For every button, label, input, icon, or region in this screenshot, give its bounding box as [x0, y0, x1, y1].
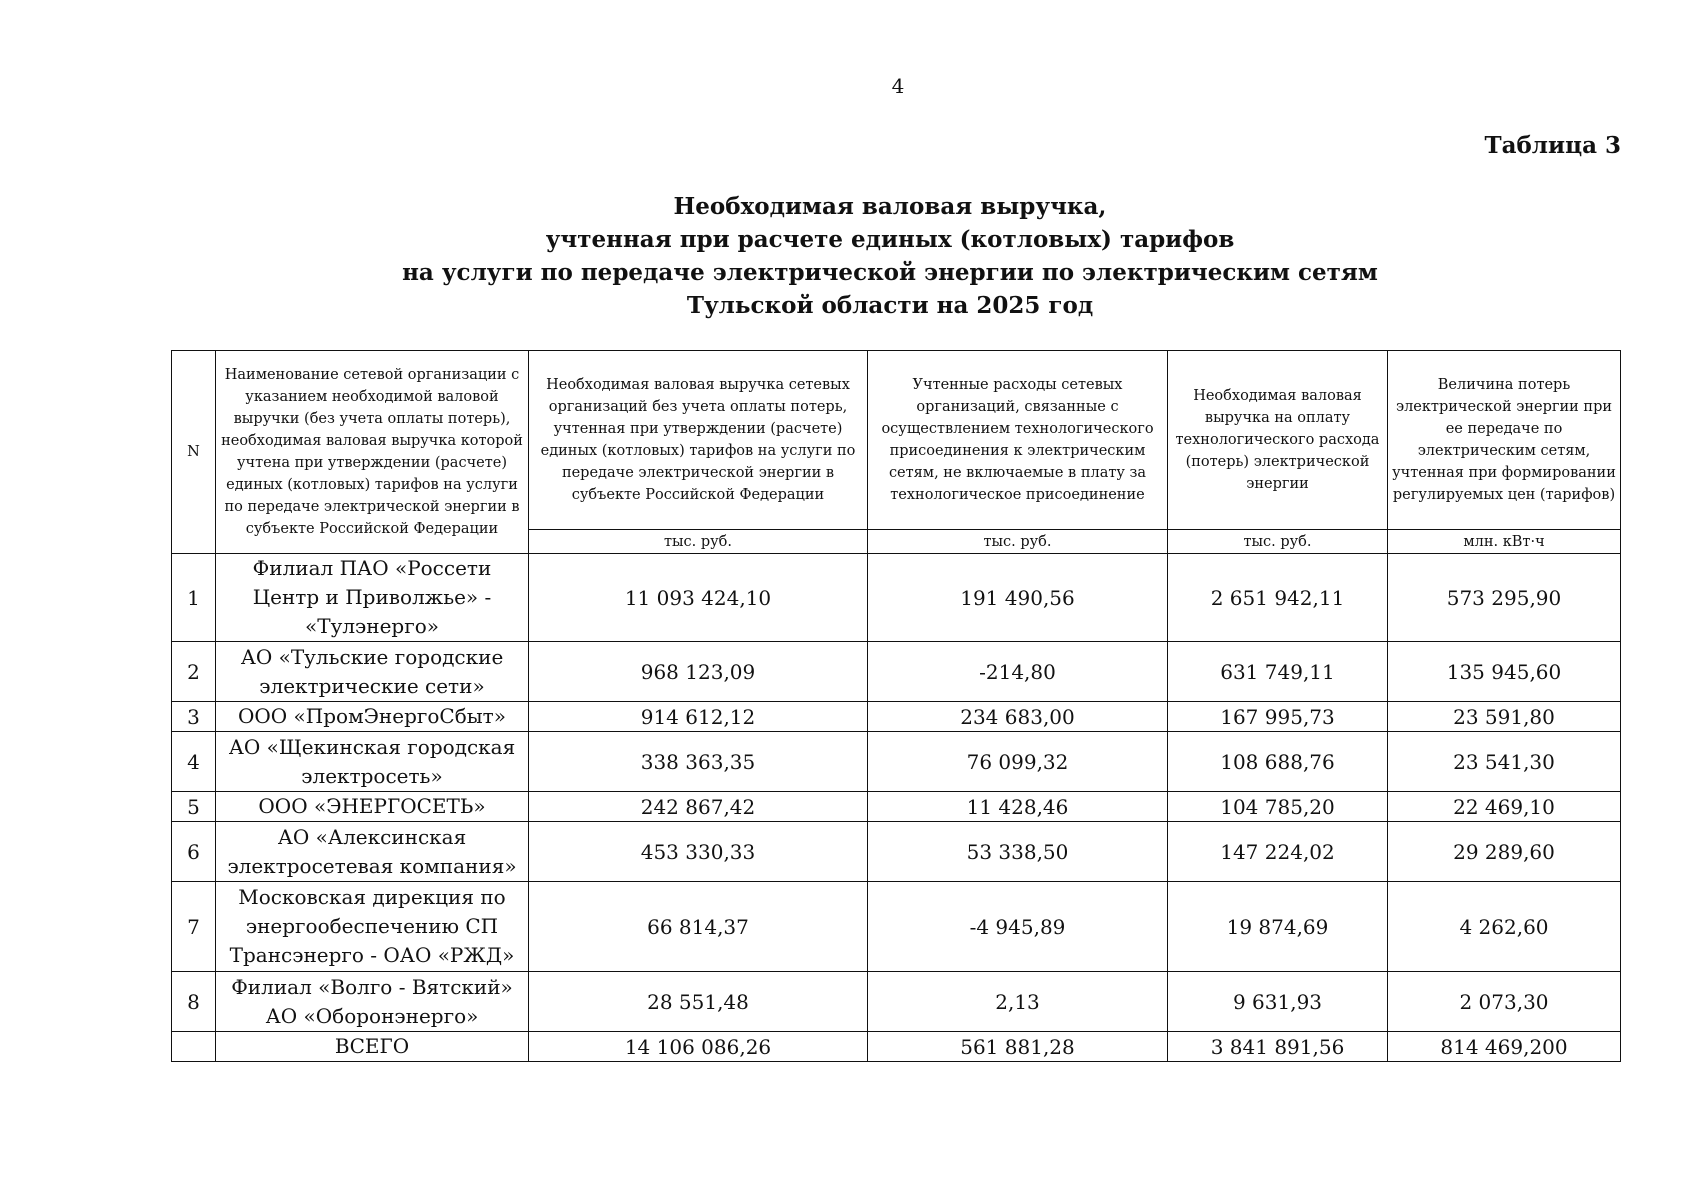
row-number: 5: [172, 792, 216, 822]
tp-value: 234 683,00: [868, 702, 1168, 732]
header-org: Наименование сетевой организации с указанием необходимой валовой выручки (без учета оплаты потерь), необходимая валовая выручка которой учтена при утверждении (расчете) единых (котловых) тарифов на услуги по передаче электрической энергии в субъекте Российской Федерации: [216, 351, 529, 554]
tp-value: 191 490,56: [868, 554, 1168, 642]
org-name: АО «Щекинская городская электросеть»: [216, 732, 529, 792]
nvv-value: 338 363,35: [529, 732, 868, 792]
losses-cost-value: 2 651 942,11: [1168, 554, 1388, 642]
table-row: [172, 732, 1621, 792]
tp-value: -214,80: [868, 642, 1168, 702]
row-number: 6: [172, 822, 216, 882]
header-losses-volume: Величина потерь электрической энергии при ее передаче по электрическим сетям, учтенная при формировании регулируемых цен (тарифов): [1388, 351, 1621, 530]
losses-volume-value: 22 469,10: [1388, 792, 1621, 822]
header-row: [172, 351, 1621, 530]
nvv-value: 28 551,48: [529, 972, 868, 1032]
nvv-value: 453 330,33: [529, 822, 868, 882]
unit-tp: тыс. руб.: [868, 530, 1168, 554]
table-row: [172, 702, 1621, 732]
table-row: [172, 822, 1621, 882]
losses-cost-value: 167 995,73: [1168, 702, 1388, 732]
unit-losses-cost: тыс. руб.: [1168, 530, 1388, 554]
table-row: [172, 792, 1621, 822]
org-name: АО «Тульские городские электрические сети»: [216, 642, 529, 702]
losses-cost-value: 19 874,69: [1168, 882, 1388, 972]
losses-cost-value: 631 749,11: [1168, 642, 1388, 702]
title-line: Тульской области на 2025 год: [686, 292, 1094, 319]
losses-volume-value: 2 073,30: [1388, 972, 1621, 1032]
title-line: учтенная при расчете единых (котловых) тарифов: [545, 226, 1235, 253]
org-name: Филиал ПАО «Россети Центр и Приволжье» - «Тулэнерго»: [216, 554, 529, 642]
tp-value: -4 945,89: [868, 882, 1168, 972]
org-name: Московская дирекция по энергообеспечению СП Трансэнерго - ОАО «РЖД»: [216, 882, 529, 972]
losses-cost-value: 104 785,20: [1168, 792, 1388, 822]
losses-cost-value: 147 224,02: [1168, 822, 1388, 882]
table-row: [172, 882, 1621, 972]
total-nvv: 14 106 086,26: [529, 1032, 868, 1062]
losses-cost-value: 108 688,76: [1168, 732, 1388, 792]
table-label: Таблица 3: [1484, 132, 1621, 159]
table-row: [172, 554, 1621, 642]
header-losses-cost: Необходимая валовая выручка на оплату технологического расхода (потерь) электрической энергии: [1168, 351, 1388, 530]
total-number: [172, 1032, 216, 1062]
tp-value: 2,13: [868, 972, 1168, 1032]
row-number: 2: [172, 642, 216, 702]
row-number: 8: [172, 972, 216, 1032]
losses-volume-value: 4 262,60: [1388, 882, 1621, 972]
title-line: Необходимая валовая выручка,: [673, 193, 1107, 220]
losses-volume-value: 135 945,60: [1388, 642, 1621, 702]
losses-volume-value: 573 295,90: [1388, 554, 1621, 642]
page-title: [300, 190, 1480, 322]
org-name: АО «Алексинская электросетевая компания»: [216, 822, 529, 882]
table-row: [172, 642, 1621, 702]
unit-losses-volume: млн. кВт·ч: [1388, 530, 1621, 554]
row-number: 7: [172, 882, 216, 972]
org-name: ООО «ПромЭнергоСбыт»: [216, 702, 529, 732]
tariff-table: [171, 350, 1621, 1062]
losses-volume-value: 23 541,30: [1388, 732, 1621, 792]
title-line: на услуги по передаче электрической энергии по электрическим сетям: [402, 259, 1378, 286]
nvv-value: 11 093 424,10: [529, 554, 868, 642]
nvv-value: 66 814,37: [529, 882, 868, 972]
row-number: 1: [172, 554, 216, 642]
total-losses-volume: 814 469,200: [1388, 1032, 1621, 1062]
header-tp: Учтенные расходы сетевых организаций, связанные с осуществлением технологического присоединения к электрическим сетям, не включаемые в плату за технологическое присоединение: [868, 351, 1168, 530]
header-n: N: [172, 351, 216, 554]
total-losses-cost: 3 841 891,56: [1168, 1032, 1388, 1062]
tp-value: 76 099,32: [868, 732, 1168, 792]
tp-value: 11 428,46: [868, 792, 1168, 822]
unit-nvv: тыс. руб.: [529, 530, 868, 554]
org-name: ООО «ЭНЕРГОСЕТЬ»: [216, 792, 529, 822]
table-row: [172, 972, 1621, 1032]
nvv-value: 914 612,12: [529, 702, 868, 732]
tp-value: 53 338,50: [868, 822, 1168, 882]
nvv-value: 968 123,09: [529, 642, 868, 702]
losses-volume-value: 29 289,60: [1388, 822, 1621, 882]
total-label: ВСЕГО: [216, 1032, 529, 1062]
header-nvv: Необходимая валовая выручка сетевых организаций без учета оплаты потерь, учтенная при утверждении (расчете) единых (котловых) тарифов на услуги по передаче электрической энергии в субъекте Российской Федерации: [529, 351, 868, 530]
row-number: 3: [172, 702, 216, 732]
total-tp: 561 881,28: [868, 1032, 1168, 1062]
row-number: 4: [172, 732, 216, 792]
losses-cost-value: 9 631,93: [1168, 972, 1388, 1032]
total-row: [172, 1032, 1621, 1062]
losses-volume-value: 23 591,80: [1388, 702, 1621, 732]
page-number: 4: [891, 74, 905, 98]
nvv-value: 242 867,42: [529, 792, 868, 822]
org-name: Филиал «Волго - Вятский» АО «Оборонэнерго»: [216, 972, 529, 1032]
